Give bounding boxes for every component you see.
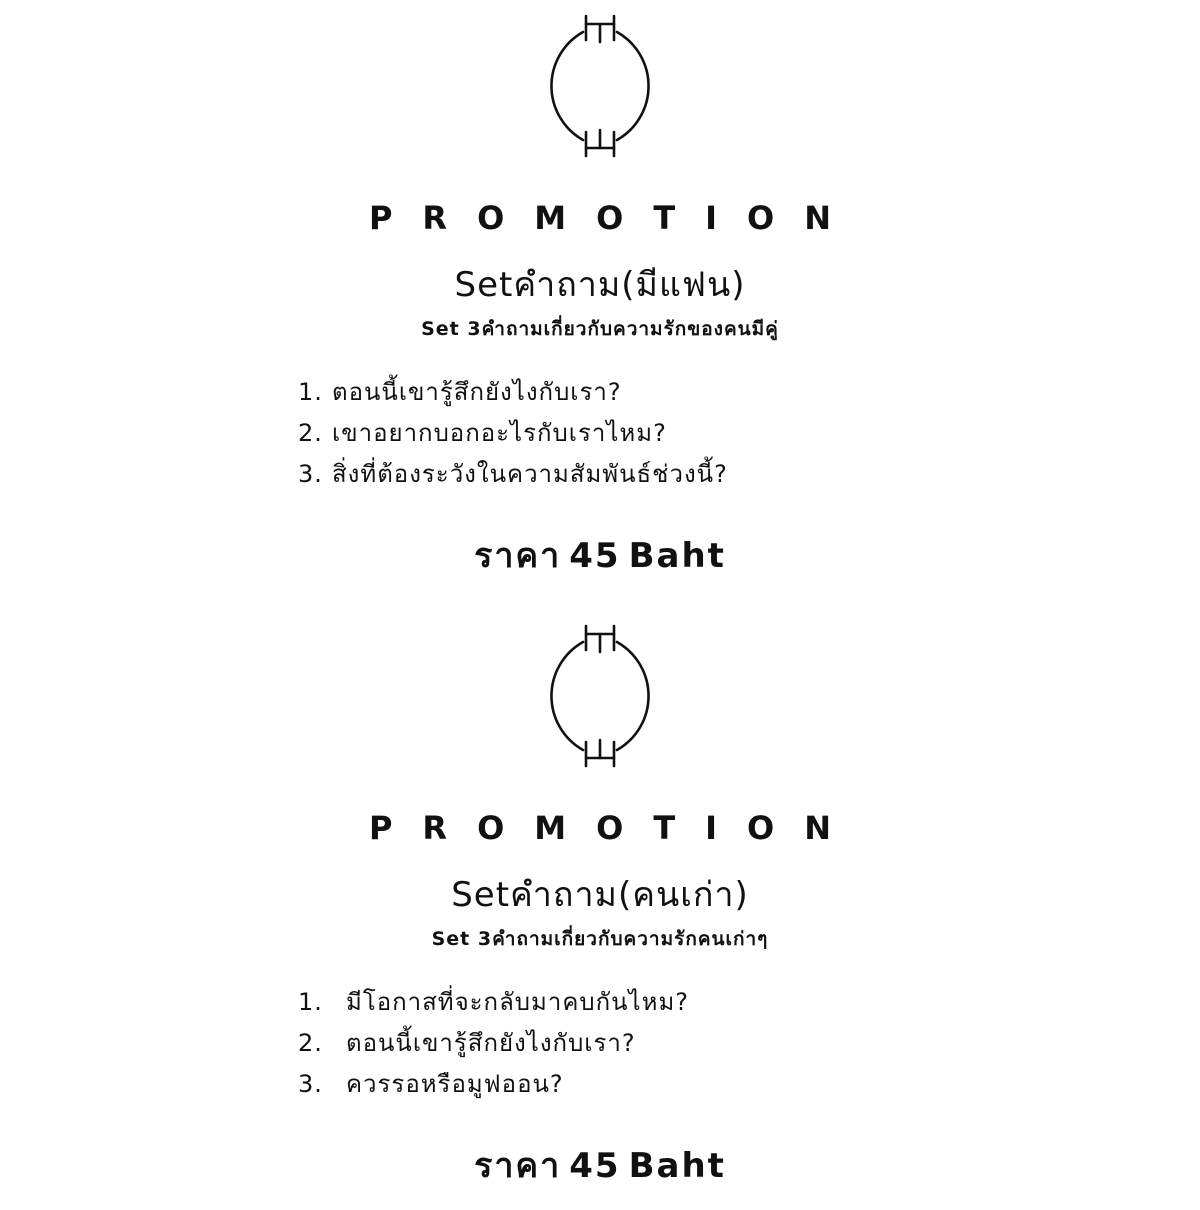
promotion-heading: PROMOTION bbox=[368, 199, 862, 237]
price-value: 45 bbox=[569, 536, 621, 576]
price bbox=[0, 530, 1200, 582]
promotion-card-2 bbox=[0, 610, 1200, 1210]
promotion-card-1 bbox=[0, 0, 1200, 600]
question-number: 3. bbox=[298, 460, 323, 488]
question-text: ตอนนี้เขารู้สึกยังไงกับเรา? bbox=[346, 1029, 636, 1057]
question-item bbox=[298, 1064, 998, 1105]
set-title: Setคำถาม(มีแฟน) bbox=[454, 265, 746, 305]
price-value: 45 bbox=[569, 1146, 621, 1186]
price-unit: Baht bbox=[628, 1146, 726, 1186]
circle-logo-icon bbox=[530, 622, 670, 770]
question-text: สิ่งที่ต้องระวังในความสัมพันธ์ช่วงนี้? bbox=[332, 460, 728, 488]
set-title: Setคำถาม(คนเก่า) bbox=[451, 875, 749, 915]
price bbox=[0, 1140, 1200, 1192]
question-number: 2. bbox=[298, 419, 323, 447]
price-label: ราคา bbox=[474, 1146, 562, 1186]
question-number: 3. bbox=[298, 1070, 323, 1098]
question-text: มีโอกาสที่จะกลับมาคบกันไหม? bbox=[346, 988, 689, 1016]
question-item bbox=[298, 413, 998, 454]
question-item bbox=[298, 1023, 998, 1064]
question-item bbox=[298, 372, 998, 413]
question-list bbox=[298, 372, 998, 495]
set-subtitle: Set 3คำถามเกี่ยวกับความรักของคนมีคู่ bbox=[421, 318, 779, 340]
price-unit: Baht bbox=[628, 536, 726, 576]
promotion-heading: PROMOTION bbox=[368, 809, 862, 847]
price-label: ราคา bbox=[474, 536, 562, 576]
question-number: 1. bbox=[298, 988, 323, 1016]
question-text: ควรรอหรือมูฟออน? bbox=[346, 1070, 564, 1098]
circle-logo-icon bbox=[530, 12, 670, 160]
question-number: 1. bbox=[298, 378, 323, 406]
question-item bbox=[298, 454, 998, 495]
question-number: 2. bbox=[298, 1029, 323, 1057]
question-text: เขาอยากบอกอะไรกับเราไหม? bbox=[332, 419, 667, 447]
question-text: ตอนนี้เขารู้สึกยังไงกับเรา? bbox=[332, 378, 622, 406]
set-subtitle: Set 3คำถามเกี่ยวกับความรักคนเก่าๆ bbox=[431, 928, 769, 950]
question-item bbox=[298, 982, 998, 1023]
question-list bbox=[298, 982, 998, 1105]
